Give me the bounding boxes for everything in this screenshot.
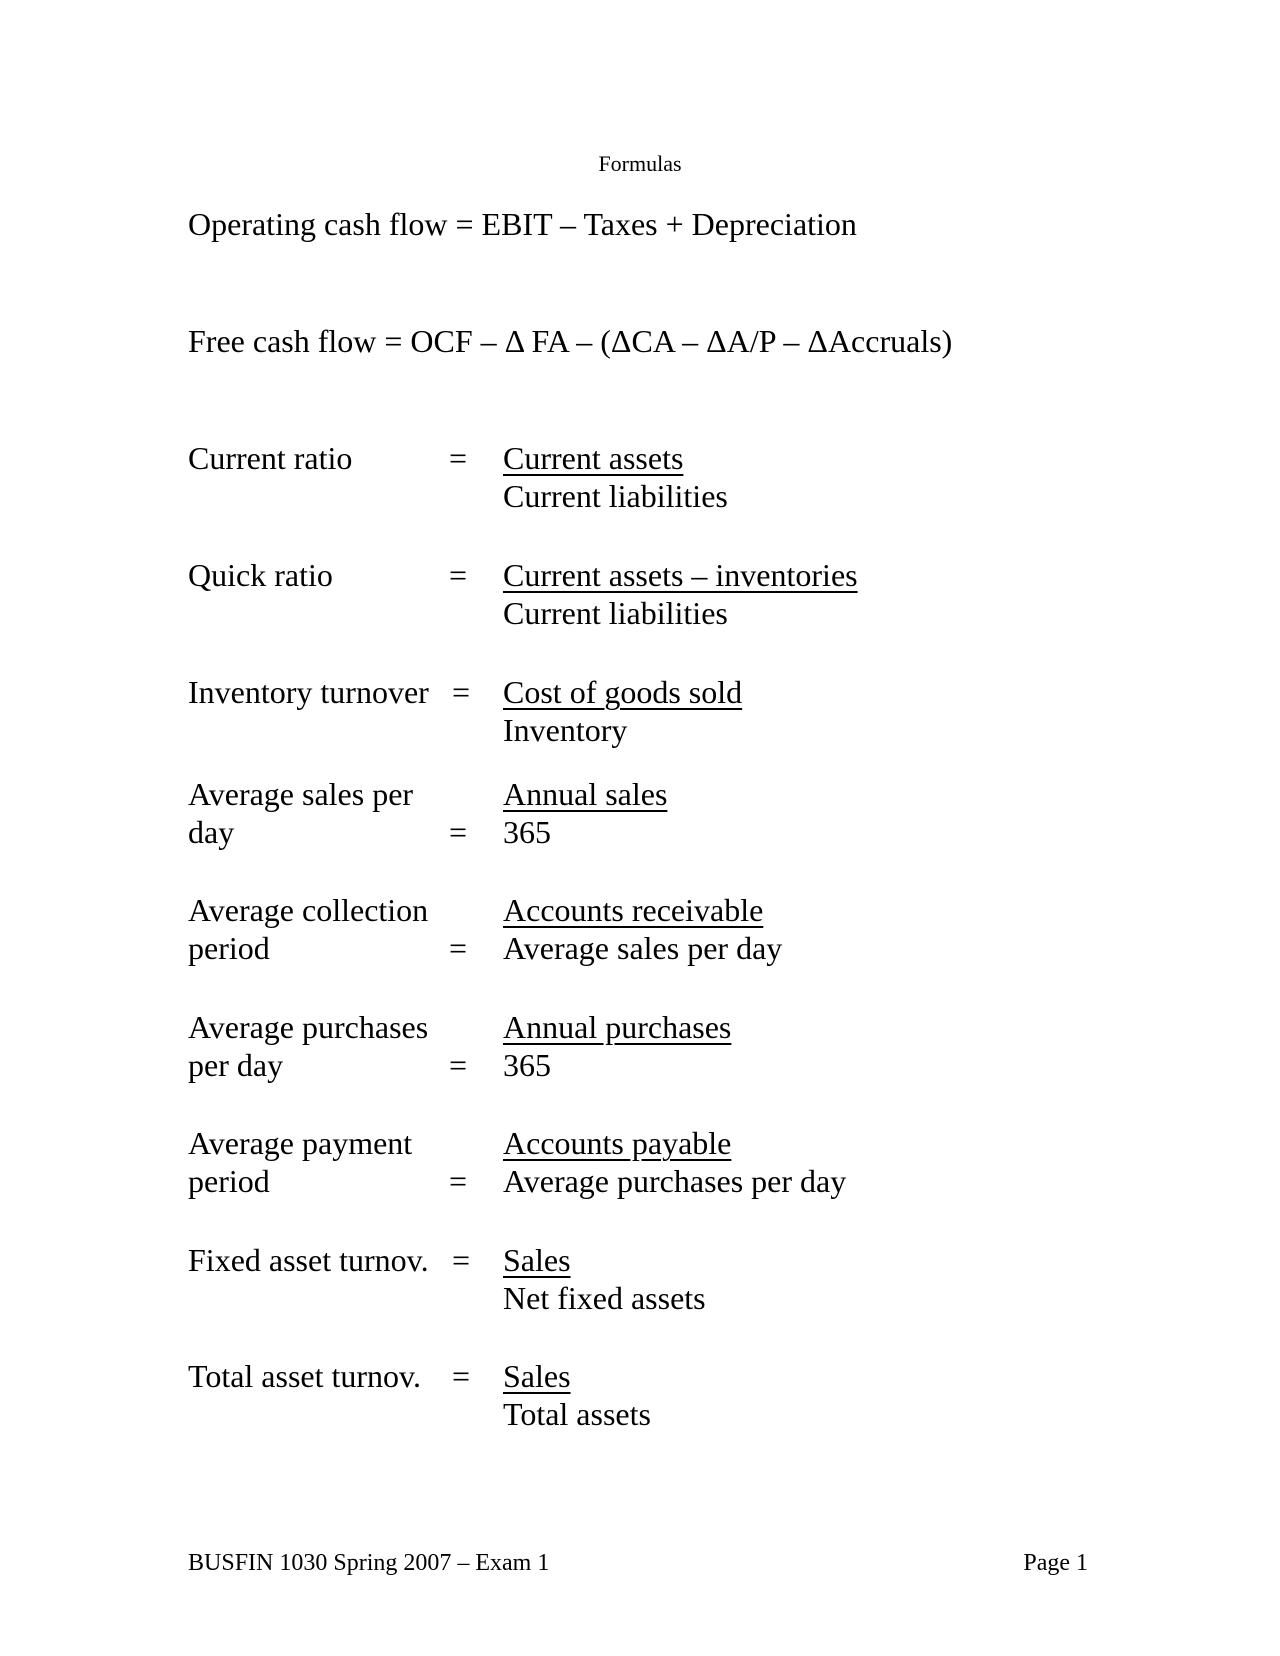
equals-sign: = bbox=[448, 557, 468, 593]
fraction bbox=[503, 1357, 651, 1433]
formula-label: Current ratio bbox=[188, 440, 353, 476]
denominator: Inventory bbox=[503, 712, 628, 748]
numerator: Annual sales bbox=[503, 776, 668, 812]
fraction bbox=[503, 556, 858, 632]
denominator: Average purchases per day bbox=[503, 1163, 847, 1199]
formula-label: Average sales per day bbox=[188, 776, 414, 850]
footer-page-number: Page 1 bbox=[1023, 1550, 1088, 1576]
numerator: Annual purchases bbox=[503, 1009, 732, 1045]
fraction bbox=[503, 439, 728, 515]
equals-sign: = bbox=[451, 674, 471, 710]
denominator: Current liabilities bbox=[503, 595, 728, 631]
numerator: Sales bbox=[503, 1242, 571, 1278]
page-heading: Formulas bbox=[598, 151, 682, 176]
fraction bbox=[503, 1124, 846, 1200]
denominator: Net fixed assets bbox=[503, 1280, 706, 1316]
formula-label: Fixed asset turnov. bbox=[188, 1242, 429, 1278]
formula-label: Average purchases per day bbox=[188, 1009, 429, 1083]
formula-label: Average payment period bbox=[188, 1125, 413, 1199]
denominator: Average sales per day bbox=[503, 930, 783, 966]
formula-label: Quick ratio bbox=[188, 557, 333, 593]
denominator: Total assets bbox=[503, 1396, 651, 1432]
numerator: Current assets bbox=[503, 440, 684, 476]
operating-cash-flow-formula: Operating cash flow = EBIT – Taxes + Depreciation bbox=[188, 206, 857, 242]
equals-sign: = bbox=[451, 1242, 471, 1278]
equals-sign: = bbox=[448, 440, 468, 476]
fraction bbox=[503, 891, 782, 967]
equals-sign: = bbox=[448, 1047, 468, 1083]
fraction bbox=[503, 673, 742, 749]
numerator: Cost of goods sold bbox=[503, 674, 743, 710]
denominator: Current liabilities bbox=[503, 478, 728, 514]
fraction bbox=[503, 1241, 706, 1317]
equals-sign: = bbox=[448, 1163, 468, 1199]
equals-sign: = bbox=[448, 930, 468, 966]
footer-course: BUSFIN 1030 Spring 2007 – Exam 1 bbox=[188, 1550, 550, 1576]
numerator: Accounts payable bbox=[503, 1125, 732, 1161]
free-cash-flow-formula: Free cash flow = OCF – Δ FA – (ΔCA – ΔA/P – ΔAccruals) bbox=[188, 323, 953, 359]
equals-sign: = bbox=[451, 1358, 471, 1394]
formula-label: Inventory turnover bbox=[188, 674, 429, 710]
equals-sign: = bbox=[448, 814, 468, 850]
fraction bbox=[503, 1008, 731, 1084]
fraction bbox=[503, 775, 667, 851]
numerator: Accounts receivable bbox=[503, 892, 764, 928]
formula-label: Average collection period bbox=[188, 892, 429, 966]
denominator: 365 bbox=[503, 814, 551, 850]
formula-label: Total asset turnov. bbox=[188, 1358, 421, 1394]
numerator: Sales bbox=[503, 1358, 571, 1394]
numerator: Current assets – inventories bbox=[503, 557, 858, 593]
denominator: 365 bbox=[503, 1047, 551, 1083]
